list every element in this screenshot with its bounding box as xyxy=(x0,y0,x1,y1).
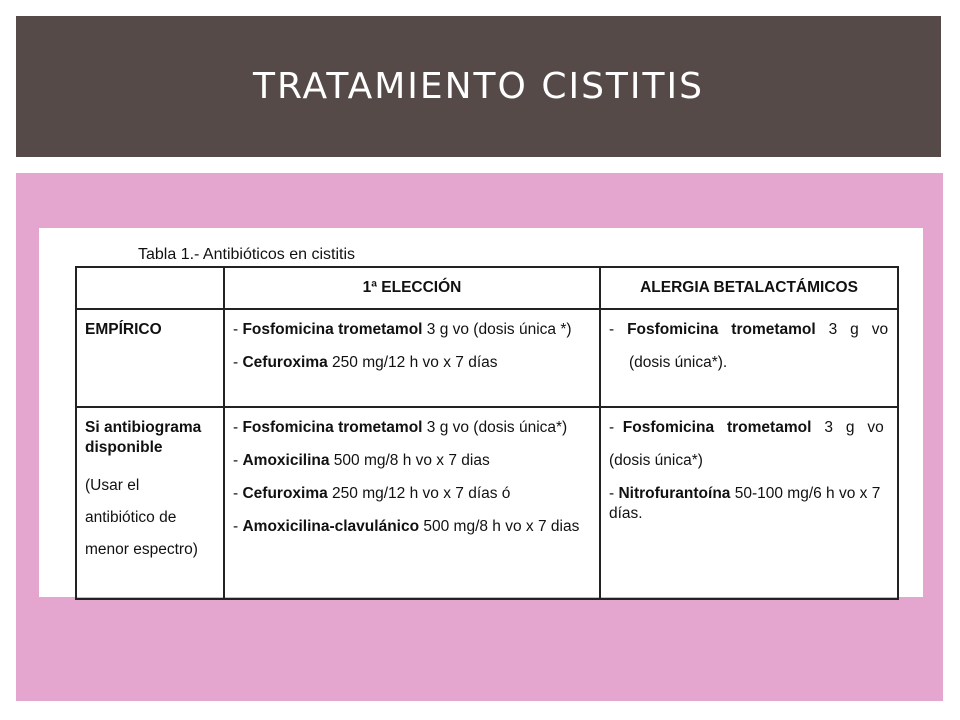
treatment-line: - Fosfomicina trometamol 3 g vo (dosis única*) xyxy=(233,419,568,436)
row-label-cell xyxy=(76,309,224,407)
drug-dose: 3 g vo xyxy=(811,419,884,436)
drug-name: Fosfomicina trometamol xyxy=(242,321,423,338)
drug-name: Amoxicilina-clavulánico xyxy=(242,518,420,535)
treatment-line: - Cefuroxima 250 mg/12 h vo x 7 días xyxy=(233,354,498,371)
table-row-antibiograma xyxy=(76,407,898,599)
treatment-line: - Fosfomicina trometamol 3 g vo xyxy=(609,419,884,436)
treatment-line: - Fosfomicina trometamol 3 g vo xyxy=(609,321,889,338)
row-note-line: antibiótico de xyxy=(85,509,177,526)
drug-dose: 500 mg/8 h vo x 7 dias xyxy=(329,452,490,469)
title-band xyxy=(16,16,941,157)
header-empty xyxy=(76,267,224,309)
row-label-line: disponible xyxy=(85,439,163,456)
table-header-row xyxy=(76,267,898,309)
drug-name: Amoxicilina xyxy=(242,452,330,469)
allergy-cell xyxy=(600,309,898,407)
slide-title: TRATAMIENTO CISTITIS xyxy=(253,66,704,107)
drug-name: Nitrofurantoína xyxy=(618,485,731,502)
allergy-cell xyxy=(600,407,898,599)
drug-name: Cefuroxima xyxy=(242,354,328,371)
table-row-empirico xyxy=(76,309,898,407)
row-label-cell xyxy=(76,407,224,599)
treatment-line: - Nitrofurantoína 50-100 mg/6 h vo x 7 xyxy=(609,485,881,502)
drug-dose: 3 g vo (dosis única*) xyxy=(422,419,568,436)
drug-dose: 3 g vo (dosis única *) xyxy=(422,321,572,338)
row-label: EMPÍRICO xyxy=(85,321,162,338)
table-caption: Tabla 1.- Antibióticos en cistitis xyxy=(138,246,355,263)
drug-name: Fosfomicina trometamol xyxy=(622,419,812,436)
drug-name: Fosfomicina trometamol xyxy=(242,419,423,436)
treatment-line-cont: (dosis única*) xyxy=(609,452,703,469)
drug-dose: 500 mg/8 h vo x 7 dias xyxy=(419,518,580,535)
treatment-line: - Amoxicilina-clavulánico 500 mg/8 h vo x 7 dias xyxy=(233,518,580,535)
treatment-line: - Amoxicilina 500 mg/8 h vo x 7 dias xyxy=(233,452,490,469)
treatment-line: - Fosfomicina trometamol 3 g vo (dosis única *) xyxy=(233,321,572,338)
drug-name: Cefuroxima xyxy=(242,485,328,502)
drug-dose: 250 mg/12 h vo x 7 días ó xyxy=(327,485,511,502)
treatment-line-cont: (dosis única*). xyxy=(629,354,728,371)
drug-dose: 3 g vo xyxy=(815,321,889,338)
header-allergy: ALERGIA BETALACTÁMICOS xyxy=(600,267,898,309)
drug-dose: 50-100 mg/6 h vo x 7 xyxy=(730,485,881,502)
row-note-line: (Usar el xyxy=(85,477,140,494)
header-first-choice: 1ª ELECCIÓN xyxy=(224,267,600,309)
drug-name: Fosfomicina trometamol xyxy=(627,321,816,338)
drug-dose: 250 mg/12 h vo x 7 días xyxy=(327,354,498,371)
first-choice-cell xyxy=(224,309,600,407)
treatment-line: - Cefuroxima 250 mg/12 h vo x 7 días ó xyxy=(233,485,511,502)
treatment-line-cont: días. xyxy=(609,505,643,522)
antibiotics-table xyxy=(75,266,899,600)
row-note-line: menor espectro) xyxy=(85,541,198,558)
first-choice-cell xyxy=(224,407,600,599)
table-figure xyxy=(39,228,923,597)
row-label-line: Si antibiograma xyxy=(85,419,202,436)
